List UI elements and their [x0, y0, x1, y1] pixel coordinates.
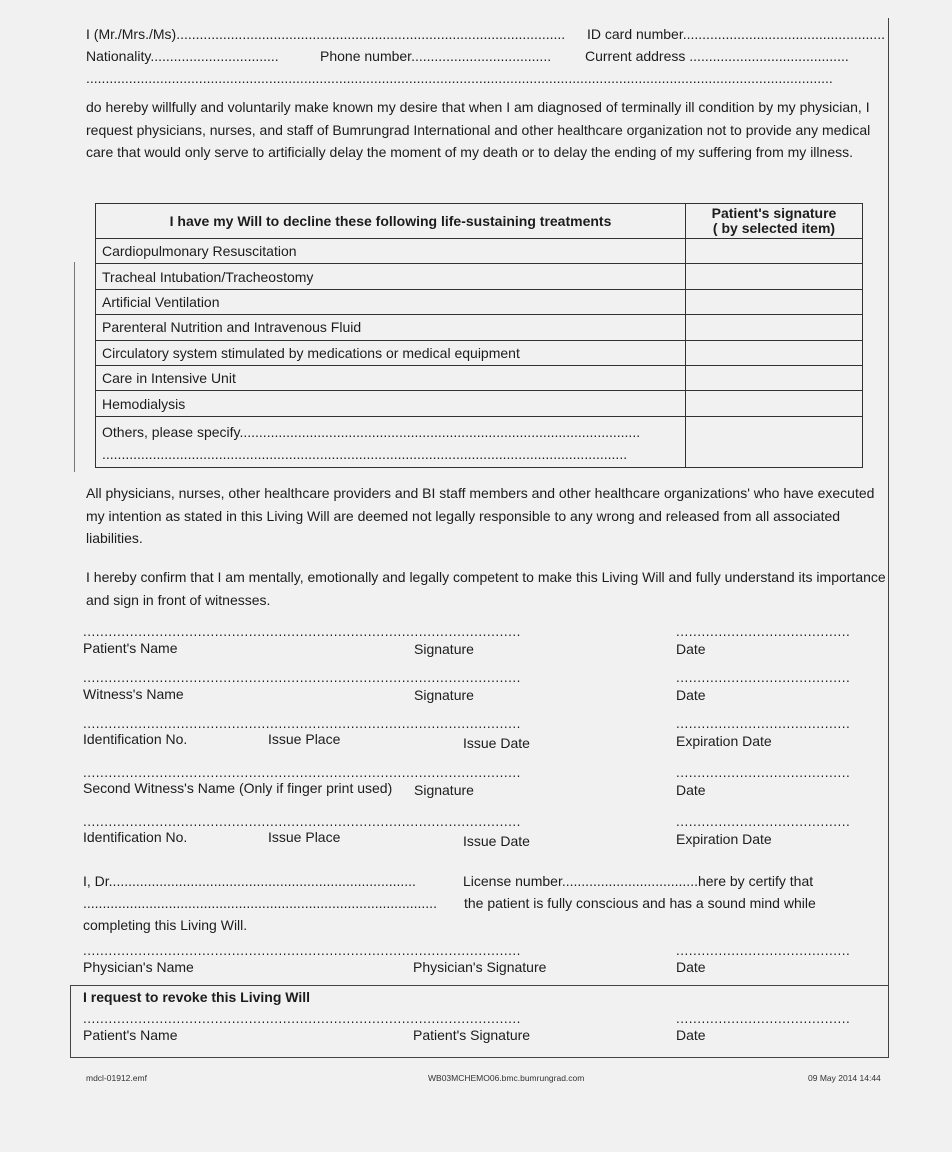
signature-cell[interactable]	[686, 289, 863, 314]
physician-continuation-field[interactable]: ...........................................................................................	[83, 895, 437, 911]
license-number-field[interactable]: License number...................................here by certify that	[463, 873, 814, 889]
witness-expiration-line[interactable]: .........................................	[676, 716, 851, 731]
expiration-date-label: Expiration Date	[676, 733, 772, 749]
signature-cell[interactable]	[686, 264, 863, 289]
revoke-patient-name-label: Patient's Name	[83, 1027, 178, 1043]
issue-place-label: Issue Place	[268, 829, 341, 845]
nationality-field[interactable]: Nationality.................................	[86, 48, 279, 64]
liability-paragraph: All physicians, nurses, other healthcare providers and BI staff members and other healthcare organizations' who have executed my intention as stated in this Living Will are deemed not legally responsible to any wrong and released from all associated liabilities.	[86, 485, 875, 546]
patient-signature-line[interactable]: .......................................................................................................	[83, 624, 521, 639]
identification-label: Identification No.	[83, 731, 188, 747]
certification-text: the patient is fully conscious and has a sound mind while	[464, 895, 816, 911]
address-continuation-field[interactable]: ................................................................................................................................................................................................	[86, 70, 833, 86]
address-field[interactable]: Current address .........................................	[585, 48, 849, 64]
patient-signature-label: Signature	[414, 641, 474, 657]
footer-source: WB03MCHEMO06.bmc.bumrungrad.com	[428, 1073, 585, 1083]
identification-label: Identification No.	[83, 829, 188, 845]
table-row	[96, 289, 863, 314]
signature-cell[interactable]	[686, 416, 863, 467]
witness-name-label: Witness's Name	[83, 686, 184, 702]
footer-timestamp: 09 May 2014 14:44	[808, 1073, 881, 1083]
id-card-field[interactable]: ID card number....................................................	[587, 26, 885, 42]
issue-date-label: Issue Date	[463, 833, 530, 849]
issue-date-label: Issue Date	[463, 735, 530, 751]
patient-date-line[interactable]: .........................................	[676, 624, 851, 639]
revoke-section-divider	[70, 985, 889, 986]
treatments-column-header: I have my Will to decline these following life-sustaining treatments	[96, 204, 686, 239]
treatment-cardiopulmonary: Cardiopulmonary Resuscitation	[96, 239, 686, 264]
second-witness-signature-label: Signature	[414, 782, 474, 798]
revoke-date-label: Date	[676, 1027, 706, 1043]
second-witness-date-label: Date	[676, 782, 706, 798]
table-row	[96, 315, 863, 340]
physician-name-label: Physician's Name	[83, 959, 194, 975]
table-row	[96, 365, 863, 390]
name-field[interactable]: I (Mr./Mrs./Ms)....................................................................................................	[86, 26, 566, 42]
signature-cell[interactable]	[686, 365, 863, 390]
second-witness-line[interactable]: .......................................................................................................	[83, 765, 521, 780]
signature-cell[interactable]	[686, 391, 863, 416]
witness-signature-label: Signature	[414, 687, 474, 703]
second-witness-expiration-line[interactable]: .........................................	[676, 814, 851, 829]
witness-signature-line[interactable]: .......................................................................................................	[83, 670, 521, 685]
physician-name-field[interactable]: I, Dr...............................................................................	[83, 873, 416, 889]
second-witness-date-line[interactable]: .........................................	[676, 765, 851, 780]
margin-mark	[74, 262, 75, 472]
revoke-signature-line[interactable]: .......................................................................................................	[83, 1011, 521, 1026]
physician-date-label: Date	[676, 959, 706, 975]
others-specify-continuation[interactable]: .......................................................................................................................................	[102, 445, 628, 462]
form-border-right	[888, 18, 889, 1058]
revoke-patient-signature-label: Patient's Signature	[413, 1027, 531, 1043]
others-specify-line[interactable]: Others, please specify.......................................................................................................	[102, 423, 641, 440]
phone-field[interactable]: Phone number....................................	[320, 48, 552, 64]
footer-form-code: mdcl-01912.emf	[86, 1073, 147, 1083]
signature-cell[interactable]	[686, 340, 863, 365]
signature-header-line2: ( by selected item)	[712, 220, 836, 236]
treatment-intubation: Tracheal Intubation/Tracheostomy	[96, 264, 686, 289]
signature-header-line1: Patient's signature	[711, 205, 837, 221]
signature-cell[interactable]	[686, 315, 863, 340]
witness-id-line[interactable]: .......................................................................................................	[83, 716, 521, 731]
signature-cell[interactable]	[686, 239, 863, 264]
table-row	[96, 340, 863, 365]
table-row	[96, 264, 863, 289]
revoke-title: I request to revoke this Living Will	[83, 989, 311, 1005]
issue-place-label: Issue Place	[268, 731, 341, 747]
witness-date-label: Date	[676, 687, 706, 703]
patient-date-label: Date	[676, 641, 706, 657]
patient-name-label: Patient's Name	[83, 640, 178, 656]
form-border-bottom	[70, 1057, 889, 1058]
certification-text-end: completing this Living Will.	[83, 917, 248, 933]
signature-column-header	[686, 204, 863, 239]
treatment-intensive-care: Care in Intensive Unit	[96, 365, 686, 390]
treatment-circulatory: Circulatory system stimulated by medications or medical equipment	[96, 340, 686, 365]
treatment-ventilation: Artificial Ventilation	[96, 289, 686, 314]
physician-date-line[interactable]: .........................................	[676, 943, 851, 958]
expiration-date-label: Expiration Date	[676, 831, 772, 847]
treatment-nutrition: Parenteral Nutrition and Intravenous Fluid	[96, 315, 686, 340]
table-row	[96, 416, 863, 467]
second-witness-name-label: Second Witness's Name (Only if finger print used)	[83, 780, 393, 796]
table-row	[96, 239, 863, 264]
second-witness-id-line[interactable]: .......................................................................................................	[83, 814, 521, 829]
confirm-paragraph: I hereby confirm that I am mentally, emotionally and legally competent to make this Living Will and fully understand its importance and sign in front of witnesses.	[86, 569, 886, 608]
treatments-table	[95, 203, 863, 468]
form-border-left	[70, 985, 71, 1057]
treatments-table-header	[96, 204, 863, 239]
witness-date-line[interactable]: .........................................	[676, 670, 851, 685]
treatment-others[interactable]	[96, 416, 686, 467]
intro-paragraph: do hereby willfully and voluntarily make known my desire that when I am diagnosed of terminally ill condition by my physician, I request physicians, nurses, and staff of Bumrungrad International and other healthcare organization not to provide any medical care that would only serve to artificially delay the moment of my death or to delay the ending of my suffering from my illness.	[86, 99, 871, 160]
physician-signature-line[interactable]: .......................................................................................................	[83, 943, 521, 958]
physician-signature-label: Physician's Signature	[413, 959, 547, 975]
treatment-hemodialysis: Hemodialysis	[96, 391, 686, 416]
revoke-date-line[interactable]: .........................................	[676, 1011, 851, 1026]
table-row	[96, 391, 863, 416]
